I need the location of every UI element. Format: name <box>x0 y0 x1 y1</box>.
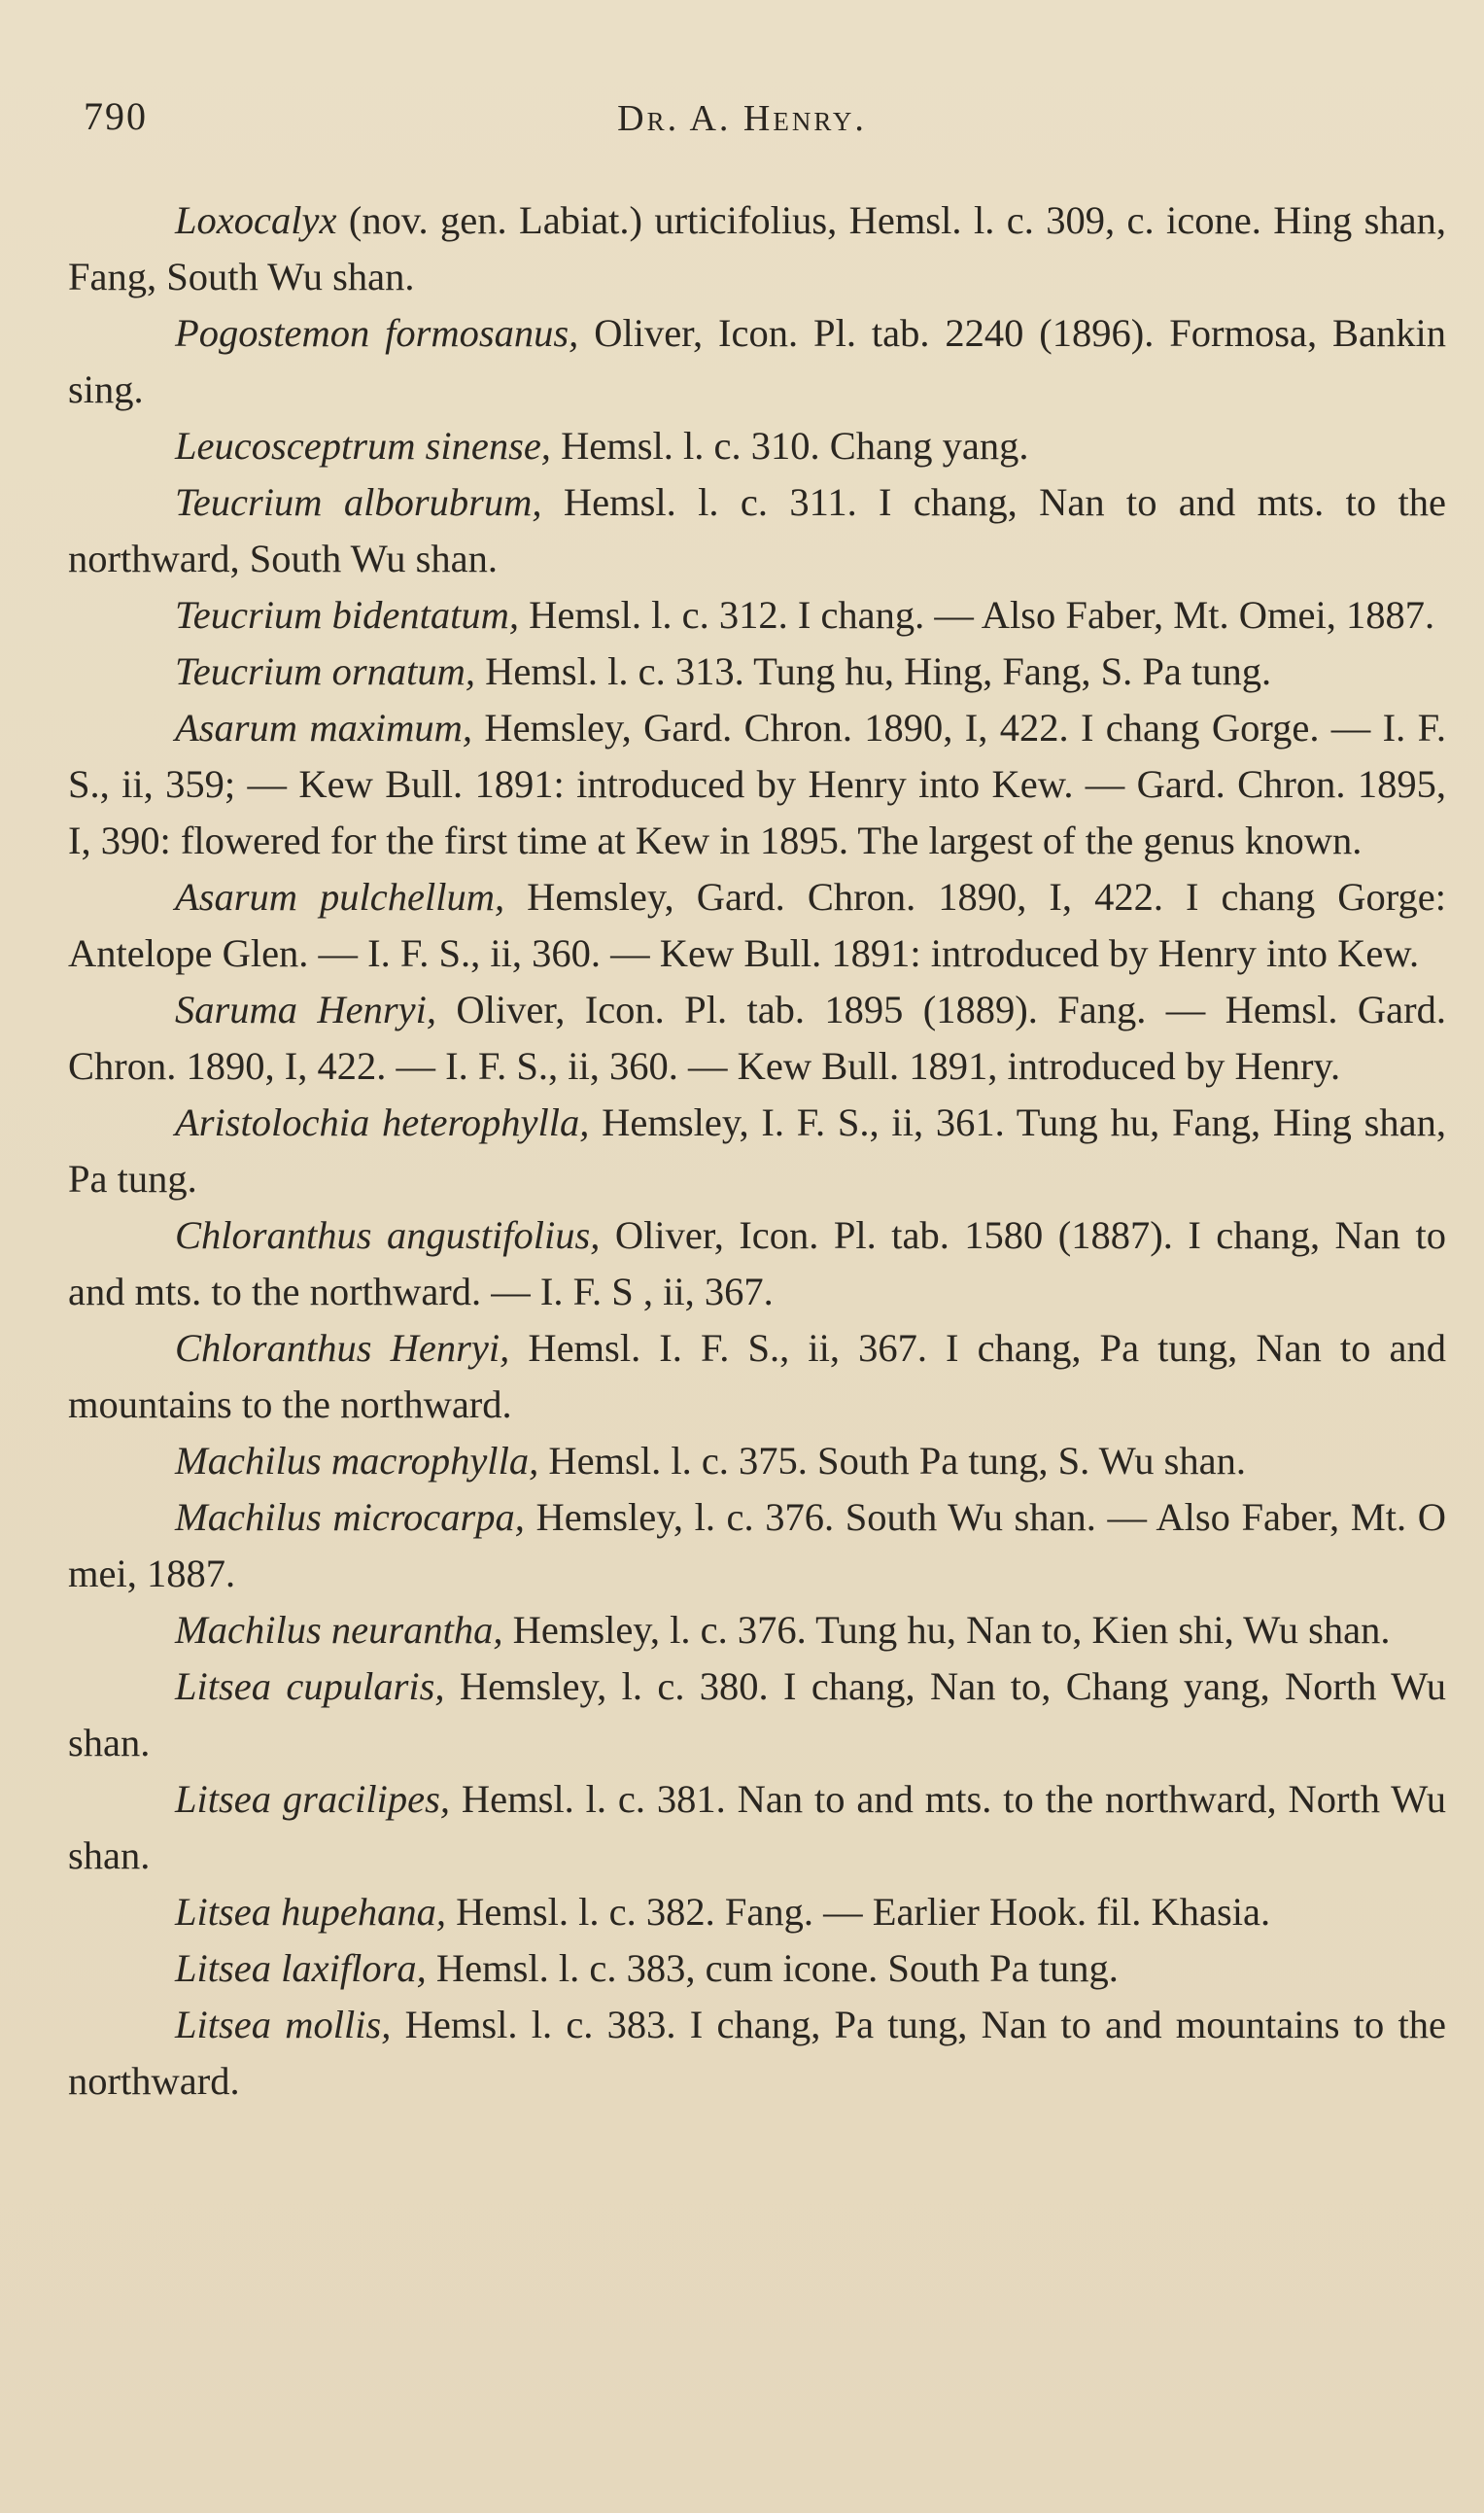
species-name: Litsea laxiflora, <box>175 1946 427 1990</box>
species-name: Pogostemon formosanus, <box>175 311 579 355</box>
species-citation: Hemsley, Gard. Chron. 1890, I, 422. I chang Gorge. — I. F. S., ii, 359; — Kew Bull. 1891: introduced by Henry into Kew. — Gard. Chron. 1895, I, 390: flowered for the first time at Kew in 1895. The largest of the genus known. <box>68 706 1447 862</box>
species-entry <box>68 1884 1446 1940</box>
species-citation: Oliver, Icon. Pl. tab. 1895 (1889). Fang. — Hemsl. Gard. Chron. 1890, I, 422. — I. F. S., ii, 360. — Kew Bull. 1891, introduced by Henry. <box>68 988 1446 1088</box>
species-name: Litsea cupularis, <box>175 1664 445 1708</box>
species-citation: Hemsley, l. c. 376. South Wu shan. — Also Faber, Mt. O mei, 1887. <box>68 1495 1446 1595</box>
species-name: Litsea hupehana, <box>175 1890 446 1934</box>
species-citation: Hemsl. l. c. 382. Fang. — Earlier Hook. fil. Khasia. <box>446 1890 1271 1934</box>
species-entry <box>68 1771 1446 1884</box>
species-name: Asarum maximum, <box>175 706 472 750</box>
species-citation: Hemsl. l. c. 375. South Pa tung, S. Wu shan. <box>538 1439 1246 1483</box>
species-name: Saruma Henryi, <box>175 988 436 1031</box>
species-name: Leucosceptrum sinense, <box>175 424 551 468</box>
species-entry <box>68 1489 1446 1602</box>
species-name: Machilus microcarpa, <box>175 1495 525 1539</box>
species-entry <box>68 869 1446 982</box>
page-number: 790 <box>84 94 148 138</box>
species-citation: Hemsl. l. c. 310. Chang yang. <box>550 424 1029 468</box>
species-citation: Oliver, Icon. Pl. tab. 1580 (1887). I chang, Nan to and mts. to the northward. — I. F. S , ii, 367. <box>68 1213 1447 1313</box>
species-entry <box>68 1997 1446 2110</box>
running-head: Dr. A. Henry. <box>617 98 867 139</box>
species-entry <box>68 700 1446 869</box>
species-entry <box>68 1095 1446 1207</box>
species-citation: Hemsley, l. c. 380. I chang, Nan to, Chang yang, North Wu shan. <box>68 1664 1446 1764</box>
species-citation: Hemsl. l. c. 381. Nan to and mts. to the northward, North Wu shan. <box>68 1777 1446 1877</box>
species-name: Teucrium alborubrum, <box>175 480 542 524</box>
species-citation: Hemsl. l. c. 313. Tung hu, Hing, Fang, S. Pa tung. <box>475 649 1272 693</box>
species-name: Aristolochia heterophylla, <box>175 1100 590 1144</box>
species-name: Machilus macrophylla, <box>175 1439 539 1483</box>
species-entry <box>68 305 1446 418</box>
species-name: Machilus neurantha, <box>175 1608 503 1652</box>
species-entry <box>68 1320 1446 1433</box>
species-list <box>68 192 1446 2110</box>
species-name: Litsea gracilipes, <box>175 1777 451 1821</box>
species-entry <box>68 644 1446 700</box>
species-name: Asarum pulchellum, <box>175 875 505 919</box>
species-name: Chloranthus Henryi, <box>175 1326 510 1370</box>
species-name: Chloranthus angustifolius, <box>175 1213 601 1257</box>
species-name: Litsea mollis, <box>175 2003 392 2046</box>
species-citation: Hemsl. l. c. 312. I chang. — Also Faber, Mt. Omei, 1887. <box>519 593 1435 637</box>
species-entry <box>68 1602 1446 1658</box>
species-entry <box>68 418 1446 474</box>
species-citation: Hemsley, l. c. 376. Tung hu, Nan to, Kien shi, Wu shan. <box>502 1608 1391 1652</box>
species-entry <box>68 982 1446 1095</box>
species-citation: (nov. gen. Labiat.) urticifolius, Hemsl. l. c. 309, c. icone. Hing shan, Fang, South Wu shan. <box>68 198 1446 298</box>
species-name: Teucrium bidentatum, <box>175 593 519 637</box>
species-entry <box>68 1207 1446 1320</box>
species-entry <box>68 1658 1446 1771</box>
species-entry <box>68 587 1446 644</box>
page-header <box>0 93 1484 152</box>
species-name: Loxocalyx <box>175 198 337 242</box>
species-entry <box>68 1433 1446 1489</box>
species-entry <box>68 1940 1446 1997</box>
species-citation: Hemsl. l. c. 383, cum icone. South Pa tung. <box>426 1946 1119 1990</box>
species-name: Teucrium ornatum, <box>175 649 476 693</box>
species-entry <box>68 474 1446 587</box>
species-citation: Hemsl. l. c. 383. I chang, Pa tung, Nan to and mountains to the northward. <box>68 2003 1446 2103</box>
species-citation: Hemsley, I. F. S., ii, 361. Tung hu, Fang, Hing shan, Pa tung. <box>68 1100 1446 1201</box>
species-citation: Hemsl. l. c. 311. I chang, Nan to and mts. to the northward, South Wu shan. <box>68 480 1446 580</box>
species-entry <box>68 192 1446 305</box>
species-citation: Oliver, Icon. Pl. tab. 2240 (1896). Formosa, Bankin sing. <box>68 311 1447 411</box>
species-citation: Hemsl. I. F. S., ii, 367. I chang, Pa tung, Nan to and mountains to the northward. <box>68 1326 1446 1426</box>
species-citation: Hemsley, Gard. Chron. 1890, I, 422. I chang Gorge: Antelope Glen. — I. F. S., ii, 360. — Kew Bull. 1891: introduced by Henry into Kew. <box>68 875 1446 975</box>
